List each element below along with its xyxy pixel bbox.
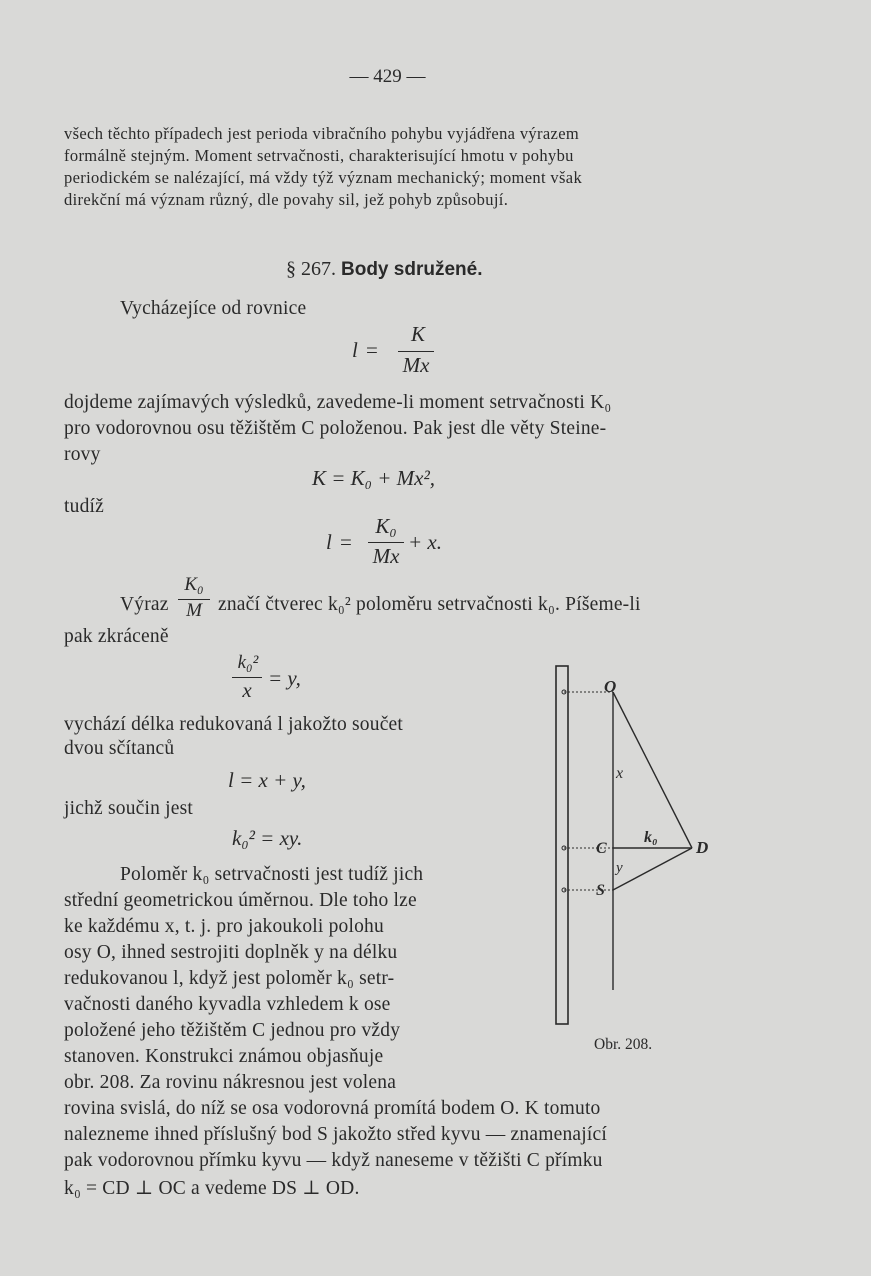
label-S: S (596, 882, 605, 899)
para1-line-2: pro vodorovnou osu těžištěm C položenou. Pak jest dle věty Steine- (64, 418, 607, 439)
label-k0: k₀ (644, 829, 658, 846)
figure-208 (540, 660, 740, 1040)
line-DS (613, 848, 692, 890)
label-C: C (596, 840, 607, 857)
para1-line-3: rovy (64, 444, 101, 465)
para3-line-5: redukovanou l, když jest poloměr k₀ setr- (64, 968, 395, 989)
vyraz-start: Výraz (120, 594, 169, 615)
intro-line-2: formálně stejným. Moment setrvačnosti, charakterisující hmotu v pohybu (64, 146, 574, 165)
label-x: x (616, 765, 624, 782)
para1-line-1: dojdeme zajímavých výsledků, zavedeme-li moment setrvačnosti K₀ (64, 392, 612, 413)
section-number: § 267. (286, 258, 336, 280)
para3-line-13: k₀ = CD ⊥ OC a vedeme DS ⊥ OD. (64, 1178, 360, 1199)
eq1-equals: = (366, 338, 378, 362)
label-O: O (604, 677, 617, 696)
para3-line-6: vačnosti daného kyvadla vzhledem k ose (64, 994, 391, 1015)
pendulum-bar (556, 666, 568, 1024)
equation-6: k₀² = xy. (232, 826, 303, 850)
intro-line-4: direkční má význam různý, dle povahy sil, jež pohyb způsobují. (64, 190, 509, 209)
jichz-text: jichž součin jest (64, 798, 194, 819)
eq1-lhs: l (352, 338, 358, 362)
eq3-lhs: l (326, 530, 332, 554)
line-OD (613, 692, 692, 848)
para3-line-2: střední geometrickou úměrnou. Dle toho lze (64, 890, 417, 911)
label-D: D (696, 838, 709, 857)
eq3-equals: = (340, 530, 352, 554)
equation-5: l = x + y, (228, 768, 306, 792)
intro-line-1: všech těchto případech jest perioda vibračního pohybu vyjádřena výrazem (64, 124, 580, 143)
eq4-denominator: x (242, 678, 252, 702)
eq4-rhs: = y, (268, 666, 301, 690)
intro-line-3: periodickém se nalézající, má vždy týž význam mechanický; moment však (64, 168, 583, 187)
eq4-numerator: k₀² (237, 652, 259, 673)
para3-line-4: osy O, ihned sestrojiti doplněk y na délku (64, 942, 398, 963)
para3-line-8: stanoven. Konstrukci známou objasňuje (64, 1046, 384, 1067)
para2-line-2: dvou sčítanců (64, 738, 175, 759)
para2-line-1: vychází délka redukovaná l jakožto součet (64, 714, 404, 735)
vyraz-denominator: M (186, 600, 202, 621)
para3-line-3: ke každému x, t. j. pro jakoukoli polohu (64, 916, 384, 937)
para3-line-10: rovina svislá, do níž se osa vodorovná promítá bodem O. K tomuto (64, 1098, 601, 1119)
para3-line-9: obr. 208. Za rovinu nákresnou jest volena (64, 1072, 397, 1093)
figure-caption: Obr. 208. (594, 1036, 653, 1053)
vyraz-numerator: K₀ (184, 574, 204, 595)
para3-line-7: položené jeho těžištěm C jednou pro vždy (64, 1020, 401, 1041)
tudiz-text: tudíž (64, 496, 104, 517)
para3-line-11: nalezneme ihned příslušný bod S jakožto střed kyvu — znamenající (64, 1124, 607, 1145)
equation-2: K = K₀ + Mx², (312, 466, 436, 490)
eq1-denominator: Mx (402, 353, 430, 377)
lead-text: Vycházejíce od rovnice (120, 298, 307, 319)
para3-line-12: pak vodorovnou přímku kyvu — když naneseme v těžišti C přímku (64, 1150, 603, 1171)
vyraz-line-2: pak zkráceně (64, 626, 169, 647)
page-number: — 429 — (349, 66, 426, 87)
section-heading (286, 258, 482, 281)
para3-line-1: Poloměr k₀ setrvačnosti jest tudíž jich (120, 864, 424, 885)
label-y: y (616, 860, 623, 876)
section-title: Body sdružené. (341, 259, 483, 280)
eq3-tail: + x. (408, 530, 442, 554)
eq3-numerator: K₀ (375, 514, 397, 538)
eq1-numerator: K (410, 322, 425, 346)
vyraz-rest: značí čtverec k₀² poloměru setrvačnosti k₀. Píšeme-li (218, 594, 641, 615)
eq3-denominator: Mx (372, 544, 400, 568)
